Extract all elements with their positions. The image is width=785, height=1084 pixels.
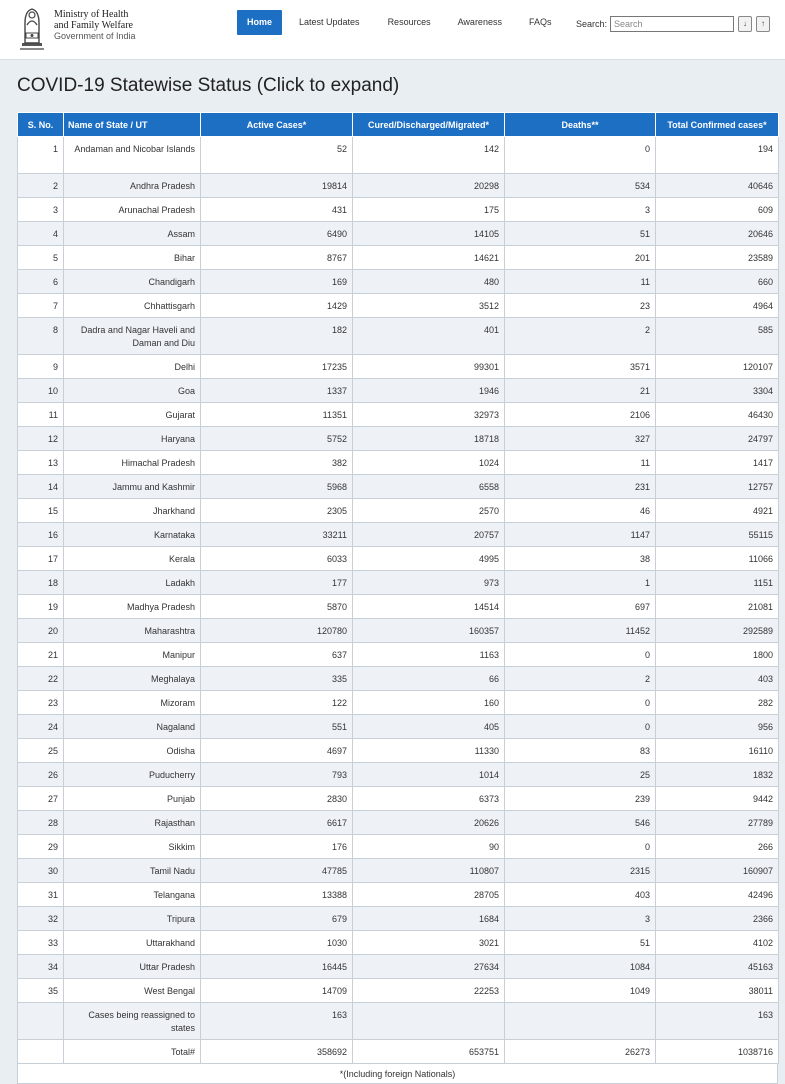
- cell-sno: 13: [18, 451, 64, 475]
- cell-cured: 14621: [353, 246, 505, 270]
- cell-active: 47785: [201, 859, 353, 883]
- table-row[interactable]: [18, 499, 779, 523]
- cell-active: 177: [201, 571, 353, 595]
- cell-sno: 25: [18, 739, 64, 763]
- table-row[interactable]: [18, 427, 779, 451]
- cell-deaths: 1: [505, 571, 656, 595]
- table-body: [18, 137, 779, 1064]
- cell-deaths: 46: [505, 499, 656, 523]
- cell-total: 46430: [656, 403, 779, 427]
- cell-cured: 1014: [353, 763, 505, 787]
- cell-state: Tamil Nadu: [64, 859, 201, 883]
- cell-active: 335: [201, 667, 353, 691]
- cell-total: 120107: [656, 355, 779, 379]
- cell-active: 382: [201, 451, 353, 475]
- cell-active: 358692: [201, 1040, 353, 1064]
- table-row[interactable]: [18, 619, 779, 643]
- cell-total: 45163: [656, 955, 779, 979]
- cell-sno: 4: [18, 222, 64, 246]
- cell-deaths: 25: [505, 763, 656, 787]
- cell-state: Dadra and Nagar Haveli and Daman and Diu: [64, 318, 201, 355]
- cell-cured: 6558: [353, 475, 505, 499]
- cell-state: Nagaland: [64, 715, 201, 739]
- cell-deaths: 23: [505, 294, 656, 318]
- search-label: Search:: [576, 19, 608, 29]
- cell-active: 11351: [201, 403, 353, 427]
- cell-sno: 23: [18, 691, 64, 715]
- cell-cured: 160357: [353, 619, 505, 643]
- cell-active: 169: [201, 270, 353, 294]
- cell-cured: [353, 1003, 505, 1040]
- cell-state: Kerala: [64, 547, 201, 571]
- cell-cured: 32973: [353, 403, 505, 427]
- table-row[interactable]: [18, 451, 779, 475]
- cell-deaths: 21: [505, 379, 656, 403]
- cell-total: 4102: [656, 931, 779, 955]
- table-row[interactable]: [18, 859, 779, 883]
- table-row[interactable]: [18, 137, 779, 174]
- cell-state: Gujarat: [64, 403, 201, 427]
- cell-deaths: 0: [505, 643, 656, 667]
- cell-active: 17235: [201, 355, 353, 379]
- cell-total: 9442: [656, 787, 779, 811]
- cell-cured: 160: [353, 691, 505, 715]
- cell-deaths: 1147: [505, 523, 656, 547]
- cell-cured: 1163: [353, 643, 505, 667]
- table-row[interactable]: [18, 979, 779, 1003]
- cell-total: 4921: [656, 499, 779, 523]
- cell-total: 21081: [656, 595, 779, 619]
- cell-cured: 27634: [353, 955, 505, 979]
- cell-sno: 21: [18, 643, 64, 667]
- cell-sno: 16: [18, 523, 64, 547]
- cell-total: 16110: [656, 739, 779, 763]
- table-footnote: *(Including foreign Nationals): [17, 1064, 778, 1084]
- cell-deaths: 11: [505, 451, 656, 475]
- table-row[interactable]: [18, 222, 779, 246]
- table-row[interactable]: [18, 571, 779, 595]
- cell-active: 793: [201, 763, 353, 787]
- cell-active: 637: [201, 643, 353, 667]
- cell-sno: 32: [18, 907, 64, 931]
- cell-active: 5752: [201, 427, 353, 451]
- cell-deaths: 3: [505, 907, 656, 931]
- cell-cured: 3021: [353, 931, 505, 955]
- table-row[interactable]: [18, 835, 779, 859]
- table-row[interactable]: [18, 715, 779, 739]
- cell-total: 55115: [656, 523, 779, 547]
- table-row[interactable]: [18, 931, 779, 955]
- cell-active: 182: [201, 318, 353, 355]
- col-header-sno[interactable]: S. No.: [18, 113, 64, 137]
- col-header-cured[interactable]: Cured/Discharged/Migrated*: [353, 113, 505, 137]
- cell-active: 5968: [201, 475, 353, 499]
- table-row[interactable]: [18, 355, 779, 379]
- cell-sno: 27: [18, 787, 64, 811]
- cell-sno: 15: [18, 499, 64, 523]
- cell-sno: 24: [18, 715, 64, 739]
- cell-state: Telangana: [64, 883, 201, 907]
- cell-sno: 7: [18, 294, 64, 318]
- cell-active: 1429: [201, 294, 353, 318]
- cell-state: Cases being reassigned to states: [64, 1003, 201, 1040]
- cell-total: 1832: [656, 763, 779, 787]
- cell-deaths: 231: [505, 475, 656, 499]
- cell-cured: 14105: [353, 222, 505, 246]
- table-row[interactable]: [18, 1003, 779, 1040]
- cell-sno: 12: [18, 427, 64, 451]
- cell-cured: 2570: [353, 499, 505, 523]
- cell-total: 282: [656, 691, 779, 715]
- cell-total: 42496: [656, 883, 779, 907]
- cell-sno: 18: [18, 571, 64, 595]
- cell-state: Andaman and Nicobar Islands: [64, 137, 201, 174]
- cell-cured: 4995: [353, 547, 505, 571]
- nav-faqs[interactable]: FAQs: [528, 17, 552, 27]
- cell-state: Madhya Pradesh: [64, 595, 201, 619]
- cell-cured: 401: [353, 318, 505, 355]
- nav-home[interactable]: Home: [237, 10, 282, 35]
- cell-total: 4964: [656, 294, 779, 318]
- cell-sno: 2: [18, 174, 64, 198]
- cell-total: 956: [656, 715, 779, 739]
- cell-sno: [18, 1040, 64, 1064]
- table-row[interactable]: [18, 318, 779, 355]
- cell-active: 19814: [201, 174, 353, 198]
- cell-state: Jammu and Kashmir: [64, 475, 201, 499]
- nav-latest-updates[interactable]: Latest Updates: [299, 17, 360, 27]
- cell-deaths: 697: [505, 595, 656, 619]
- table-row[interactable]: [18, 955, 779, 979]
- cell-state: West Bengal: [64, 979, 201, 1003]
- cell-sno: 1: [18, 137, 64, 174]
- cell-deaths: 403: [505, 883, 656, 907]
- cell-total: 585: [656, 318, 779, 355]
- cell-cured: 99301: [353, 355, 505, 379]
- cell-state: Ladakh: [64, 571, 201, 595]
- cell-cured: 14514: [353, 595, 505, 619]
- cell-state: Haryana: [64, 427, 201, 451]
- cell-deaths: 26273: [505, 1040, 656, 1064]
- col-header-state[interactable]: Name of State / UT: [64, 113, 201, 137]
- cell-state: Uttar Pradesh: [64, 955, 201, 979]
- cell-state: Goa: [64, 379, 201, 403]
- cell-sno: 6: [18, 270, 64, 294]
- cell-cured: 142: [353, 137, 505, 174]
- cell-deaths: [505, 1003, 656, 1040]
- cell-active: 2830: [201, 787, 353, 811]
- search-area: [576, 16, 770, 32]
- cell-state: Chandigarh: [64, 270, 201, 294]
- cell-deaths: 11: [505, 270, 656, 294]
- cell-state: Bihar: [64, 246, 201, 270]
- table-row[interactable]: [18, 475, 779, 499]
- cell-cured: 1024: [353, 451, 505, 475]
- table-row[interactable]: [18, 643, 779, 667]
- cell-active: 52: [201, 137, 353, 174]
- cell-total: 403: [656, 667, 779, 691]
- cell-deaths: 239: [505, 787, 656, 811]
- cell-total: 40646: [656, 174, 779, 198]
- cell-cured: 6373: [353, 787, 505, 811]
- table-row[interactable]: [18, 403, 779, 427]
- cell-state: Meghalaya: [64, 667, 201, 691]
- col-header-total[interactable]: Total Confirmed cases*: [656, 113, 779, 137]
- cell-sno: 19: [18, 595, 64, 619]
- cell-state: Sikkim: [64, 835, 201, 859]
- ministry-name[interactable]: [54, 9, 136, 42]
- cell-sno: 11: [18, 403, 64, 427]
- cell-sno: 26: [18, 763, 64, 787]
- table-row[interactable]: [18, 739, 779, 763]
- cell-cured: 175: [353, 198, 505, 222]
- cell-deaths: 534: [505, 174, 656, 198]
- cell-active: 14709: [201, 979, 353, 1003]
- nav-resources[interactable]: Resources: [387, 17, 431, 27]
- cell-sno: 33: [18, 931, 64, 955]
- cell-sno: 28: [18, 811, 64, 835]
- cell-cured: 22253: [353, 979, 505, 1003]
- cell-sno: 34: [18, 955, 64, 979]
- cell-state: Maharashtra: [64, 619, 201, 643]
- cell-sno: 5: [18, 246, 64, 270]
- cell-total: 609: [656, 198, 779, 222]
- cell-active: 122: [201, 691, 353, 715]
- cell-total: 1038716: [656, 1040, 779, 1064]
- cell-cured: 20626: [353, 811, 505, 835]
- cell-deaths: 3: [505, 198, 656, 222]
- cell-state: Mizoram: [64, 691, 201, 715]
- cell-sno: 14: [18, 475, 64, 499]
- cell-deaths: 546: [505, 811, 656, 835]
- cell-total: 266: [656, 835, 779, 859]
- search-down-button[interactable]: ↓: [738, 16, 752, 32]
- cell-sno: 35: [18, 979, 64, 1003]
- ministry-line-3: Government of India: [54, 31, 136, 41]
- cell-total: 24797: [656, 427, 779, 451]
- cell-total: 20646: [656, 222, 779, 246]
- cell-cured: 18718: [353, 427, 505, 451]
- table-row[interactable]: [18, 595, 779, 619]
- cell-sno: [18, 1003, 64, 1040]
- cell-sno: 30: [18, 859, 64, 883]
- table-row[interactable]: [18, 763, 779, 787]
- col-header-active[interactable]: Active Cases*: [201, 113, 353, 137]
- cell-total: 194: [656, 137, 779, 174]
- cell-deaths: 2: [505, 667, 656, 691]
- statewise-table-container: [17, 112, 778, 1084]
- cell-deaths: 11452: [505, 619, 656, 643]
- page-title[interactable]: COVID-19 Statewise Status (Click to expand): [17, 75, 400, 96]
- table-header-row: [18, 113, 779, 137]
- cell-deaths: 0: [505, 137, 656, 174]
- statewise-table: [17, 112, 779, 1064]
- cell-sno: 29: [18, 835, 64, 859]
- cell-active: 176: [201, 835, 353, 859]
- cell-cured: 20298: [353, 174, 505, 198]
- table-row[interactable]: [18, 691, 779, 715]
- cell-sno: 20: [18, 619, 64, 643]
- cell-sno: 17: [18, 547, 64, 571]
- cell-state: Andhra Pradesh: [64, 174, 201, 198]
- cell-state: Uttarakhand: [64, 931, 201, 955]
- cell-cured: 110807: [353, 859, 505, 883]
- cell-total: 292589: [656, 619, 779, 643]
- cell-state: Himachal Pradesh: [64, 451, 201, 475]
- cell-state: Punjab: [64, 787, 201, 811]
- table-row[interactable]: [18, 523, 779, 547]
- cell-state: Chhattisgarh: [64, 294, 201, 318]
- national-emblem-icon[interactable]: [16, 3, 48, 53]
- cell-deaths: 2315: [505, 859, 656, 883]
- ministry-line-1: Ministry of Health: [54, 9, 129, 20]
- cell-deaths: 0: [505, 715, 656, 739]
- cell-total: 23589: [656, 246, 779, 270]
- cell-sno: 10: [18, 379, 64, 403]
- cell-cured: 1684: [353, 907, 505, 931]
- cell-deaths: 38: [505, 547, 656, 571]
- cell-cured: 11330: [353, 739, 505, 763]
- cell-cured: 480: [353, 270, 505, 294]
- cell-deaths: 51: [505, 931, 656, 955]
- cell-total: 2366: [656, 907, 779, 931]
- search-up-button[interactable]: ↑: [756, 16, 770, 32]
- table-row[interactable]: [18, 198, 779, 222]
- cell-sno: 31: [18, 883, 64, 907]
- cell-state: Assam: [64, 222, 201, 246]
- cell-active: 4697: [201, 739, 353, 763]
- cell-cured: 66: [353, 667, 505, 691]
- cell-state: Puducherry: [64, 763, 201, 787]
- cell-total: 163: [656, 1003, 779, 1040]
- cell-active: 33211: [201, 523, 353, 547]
- cell-deaths: 1049: [505, 979, 656, 1003]
- main-nav: [237, 10, 551, 35]
- cell-state: Karnataka: [64, 523, 201, 547]
- cell-state: Arunachal Pradesh: [64, 198, 201, 222]
- cell-active: 13388: [201, 883, 353, 907]
- cell-total: 38011: [656, 979, 779, 1003]
- table-row[interactable]: [18, 246, 779, 270]
- search-input[interactable]: [610, 16, 734, 32]
- cell-deaths: 201: [505, 246, 656, 270]
- cell-total: 160907: [656, 859, 779, 883]
- cell-cured: 405: [353, 715, 505, 739]
- table-row[interactable]: [18, 883, 779, 907]
- cell-active: 6490: [201, 222, 353, 246]
- table-row[interactable]: [18, 547, 779, 571]
- cell-active: 16445: [201, 955, 353, 979]
- cell-deaths: 0: [505, 691, 656, 715]
- cell-total: 1800: [656, 643, 779, 667]
- cell-deaths: 327: [505, 427, 656, 451]
- cell-active: 551: [201, 715, 353, 739]
- cell-active: 8767: [201, 246, 353, 270]
- cell-active: 5870: [201, 595, 353, 619]
- table-row[interactable]: [18, 667, 779, 691]
- cell-active: 2305: [201, 499, 353, 523]
- cell-state: Total#: [64, 1040, 201, 1064]
- cell-total: 12757: [656, 475, 779, 499]
- cell-total: 1417: [656, 451, 779, 475]
- cell-deaths: 1084: [505, 955, 656, 979]
- ministry-line-2: and Family Welfare: [54, 20, 133, 31]
- cell-deaths: 83: [505, 739, 656, 763]
- table-row[interactable]: [18, 174, 779, 198]
- cell-total: 660: [656, 270, 779, 294]
- cell-state: Manipur: [64, 643, 201, 667]
- cell-cured: 28705: [353, 883, 505, 907]
- cell-active: 1337: [201, 379, 353, 403]
- table-row[interactable]: [18, 379, 779, 403]
- cell-deaths: 3571: [505, 355, 656, 379]
- table-row[interactable]: [18, 1040, 779, 1064]
- col-header-deaths[interactable]: Deaths**: [505, 113, 656, 137]
- cell-sno: 22: [18, 667, 64, 691]
- table-row[interactable]: [18, 294, 779, 318]
- cell-active: 163: [201, 1003, 353, 1040]
- cell-sno: 8: [18, 318, 64, 355]
- cell-active: 431: [201, 198, 353, 222]
- cell-cured: 20757: [353, 523, 505, 547]
- cell-state: Delhi: [64, 355, 201, 379]
- cell-active: 1030: [201, 931, 353, 955]
- table-row[interactable]: [18, 811, 779, 835]
- cell-state: Jharkhand: [64, 499, 201, 523]
- cell-active: 679: [201, 907, 353, 931]
- table-row[interactable]: [18, 907, 779, 931]
- cell-cured: 653751: [353, 1040, 505, 1064]
- cell-active: 6617: [201, 811, 353, 835]
- cell-cured: 90: [353, 835, 505, 859]
- nav-awareness[interactable]: Awareness: [457, 17, 502, 27]
- cell-state: Odisha: [64, 739, 201, 763]
- cell-active: 6033: [201, 547, 353, 571]
- table-row[interactable]: [18, 270, 779, 294]
- cell-active: 120780: [201, 619, 353, 643]
- cell-total: 27789: [656, 811, 779, 835]
- cell-deaths: 51: [505, 222, 656, 246]
- cell-total: 1151: [656, 571, 779, 595]
- table-row[interactable]: [18, 787, 779, 811]
- cell-state: Rajasthan: [64, 811, 201, 835]
- site-header: [0, 0, 785, 60]
- cell-cured: 1946: [353, 379, 505, 403]
- cell-deaths: 0: [505, 835, 656, 859]
- cell-deaths: 2106: [505, 403, 656, 427]
- cell-cured: 3512: [353, 294, 505, 318]
- cell-state: Tripura: [64, 907, 201, 931]
- cell-total: 11066: [656, 547, 779, 571]
- cell-total: 3304: [656, 379, 779, 403]
- cell-deaths: 2: [505, 318, 656, 355]
- cell-sno: 3: [18, 198, 64, 222]
- cell-cured: 973: [353, 571, 505, 595]
- cell-sno: 9: [18, 355, 64, 379]
